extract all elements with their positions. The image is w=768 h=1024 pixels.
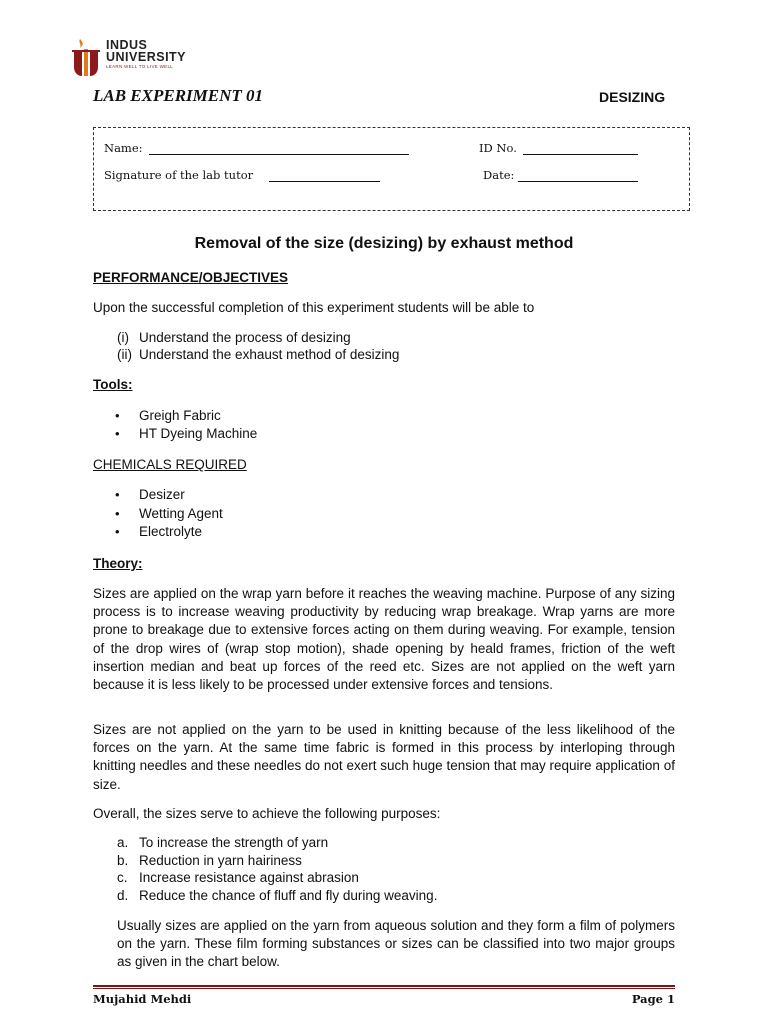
theory-paragraph-1: Sizes are applied on the wrap yarn before it reaches the weaving machine. Purpose of any sizing process is to increase weaving productivity by reducing wrap breakage. Wrap yarns are more prone to breakage due to extensive forces acting on them during weaving. For example, tension of the drop wires of (wrap stop motion), shade opening by heald frames, friction of the weft insertion median and beat up forces of the reed etc. Sizes are not applied on the weft yarn because it is less likely to be processed under extensive forces and tensions.	[93, 586, 675, 693]
experiment-topic: DESIZING	[599, 89, 666, 105]
footer-page-number: Page 1	[631, 992, 675, 1006]
tool-item-2: HT Dyeing Machine	[139, 426, 258, 441]
bullet-icon: •	[115, 426, 120, 441]
date-field-line	[518, 181, 638, 182]
chemical-item-1: Desizer	[139, 487, 185, 502]
objective-marker-2: (ii)	[117, 347, 132, 362]
torch-logo-icon	[68, 37, 104, 79]
tool-item-1: Greigh Fabric	[139, 408, 221, 423]
chemical-item-2: Wetting Agent	[139, 506, 223, 521]
main-title: Removal of the size (desizing) by exhaust method	[194, 235, 574, 252]
bullet-icon: •	[115, 487, 120, 502]
logo-wordmark	[106, 39, 186, 70]
bullet-icon: •	[115, 506, 120, 521]
theory-heading: Theory:	[93, 556, 143, 571]
objective-marker-1: (i)	[117, 330, 129, 345]
purpose-marker-d: d.	[117, 888, 129, 903]
bullet-icon: •	[115, 524, 120, 539]
chemical-item-3: Electrolyte	[139, 524, 203, 539]
student-info-box	[93, 127, 690, 211]
lab-experiment-title: LAB EXPERIMENT 01	[93, 86, 264, 105]
signature-label: Signature of the lab tutor	[104, 168, 254, 182]
purpose-marker-a: a.	[117, 835, 129, 850]
signature-field-line	[269, 181, 380, 182]
id-label: ID No.	[479, 141, 517, 155]
objective-item-1: Understand the process of desizing	[139, 330, 351, 345]
id-field-line	[523, 154, 638, 155]
purpose-item-a: To increase the strength of yarn	[139, 835, 329, 850]
objective-item-2: Understand the exhaust method of desizing	[139, 347, 400, 362]
objectives-intro: Upon the successful completion of this experiment students will be able to	[93, 300, 535, 315]
purpose-item-c: Increase resistance against abrasion	[139, 870, 359, 885]
logo-tagline: LEARN WELL TO LIVE WELL	[106, 64, 174, 69]
logo-line-2: UNIVERSITY	[106, 50, 187, 64]
date-label: Date:	[483, 168, 515, 182]
name-field-line	[149, 154, 409, 155]
footer-author: Mujahid Mehdi	[93, 992, 192, 1006]
logo-line-1: INDUS	[106, 38, 148, 52]
chemicals-heading: CHEMICALS REQUIRED	[93, 457, 247, 472]
university-logo	[68, 37, 218, 79]
tools-heading: Tools:	[93, 377, 133, 392]
name-label: Name:	[104, 141, 143, 155]
bullet-icon: •	[115, 408, 120, 423]
theory-paragraph-4: Usually sizes are applied on the yarn from aqueous solution and they form a film of polymers on the yarn. These film forming substances or sizes can be classified into two major groups as given in the chart below.	[117, 918, 675, 970]
theory-paragraph-3: Overall, the sizes serve to achieve the following purposes:	[93, 806, 441, 821]
objectives-heading: PERFORMANCE/OBJECTIVES	[93, 270, 289, 285]
purpose-marker-c: c.	[117, 870, 128, 885]
purpose-item-b: Reduction in yarn hairiness	[139, 853, 302, 868]
purpose-item-d: Reduce the chance of fluff and fly during weaving.	[139, 888, 438, 903]
purpose-marker-b: b.	[117, 853, 129, 868]
footer-divider	[93, 985, 675, 987]
footer-divider-thin	[93, 988, 675, 989]
theory-paragraph-2: Sizes are not applied on the yarn to be used in knitting because of the less likelihood of the forces on the yarn. At the same time fabric is formed in this process by interloping through knitting needles and these needles do not exert such huge tension that may require application of size.	[93, 722, 675, 792]
